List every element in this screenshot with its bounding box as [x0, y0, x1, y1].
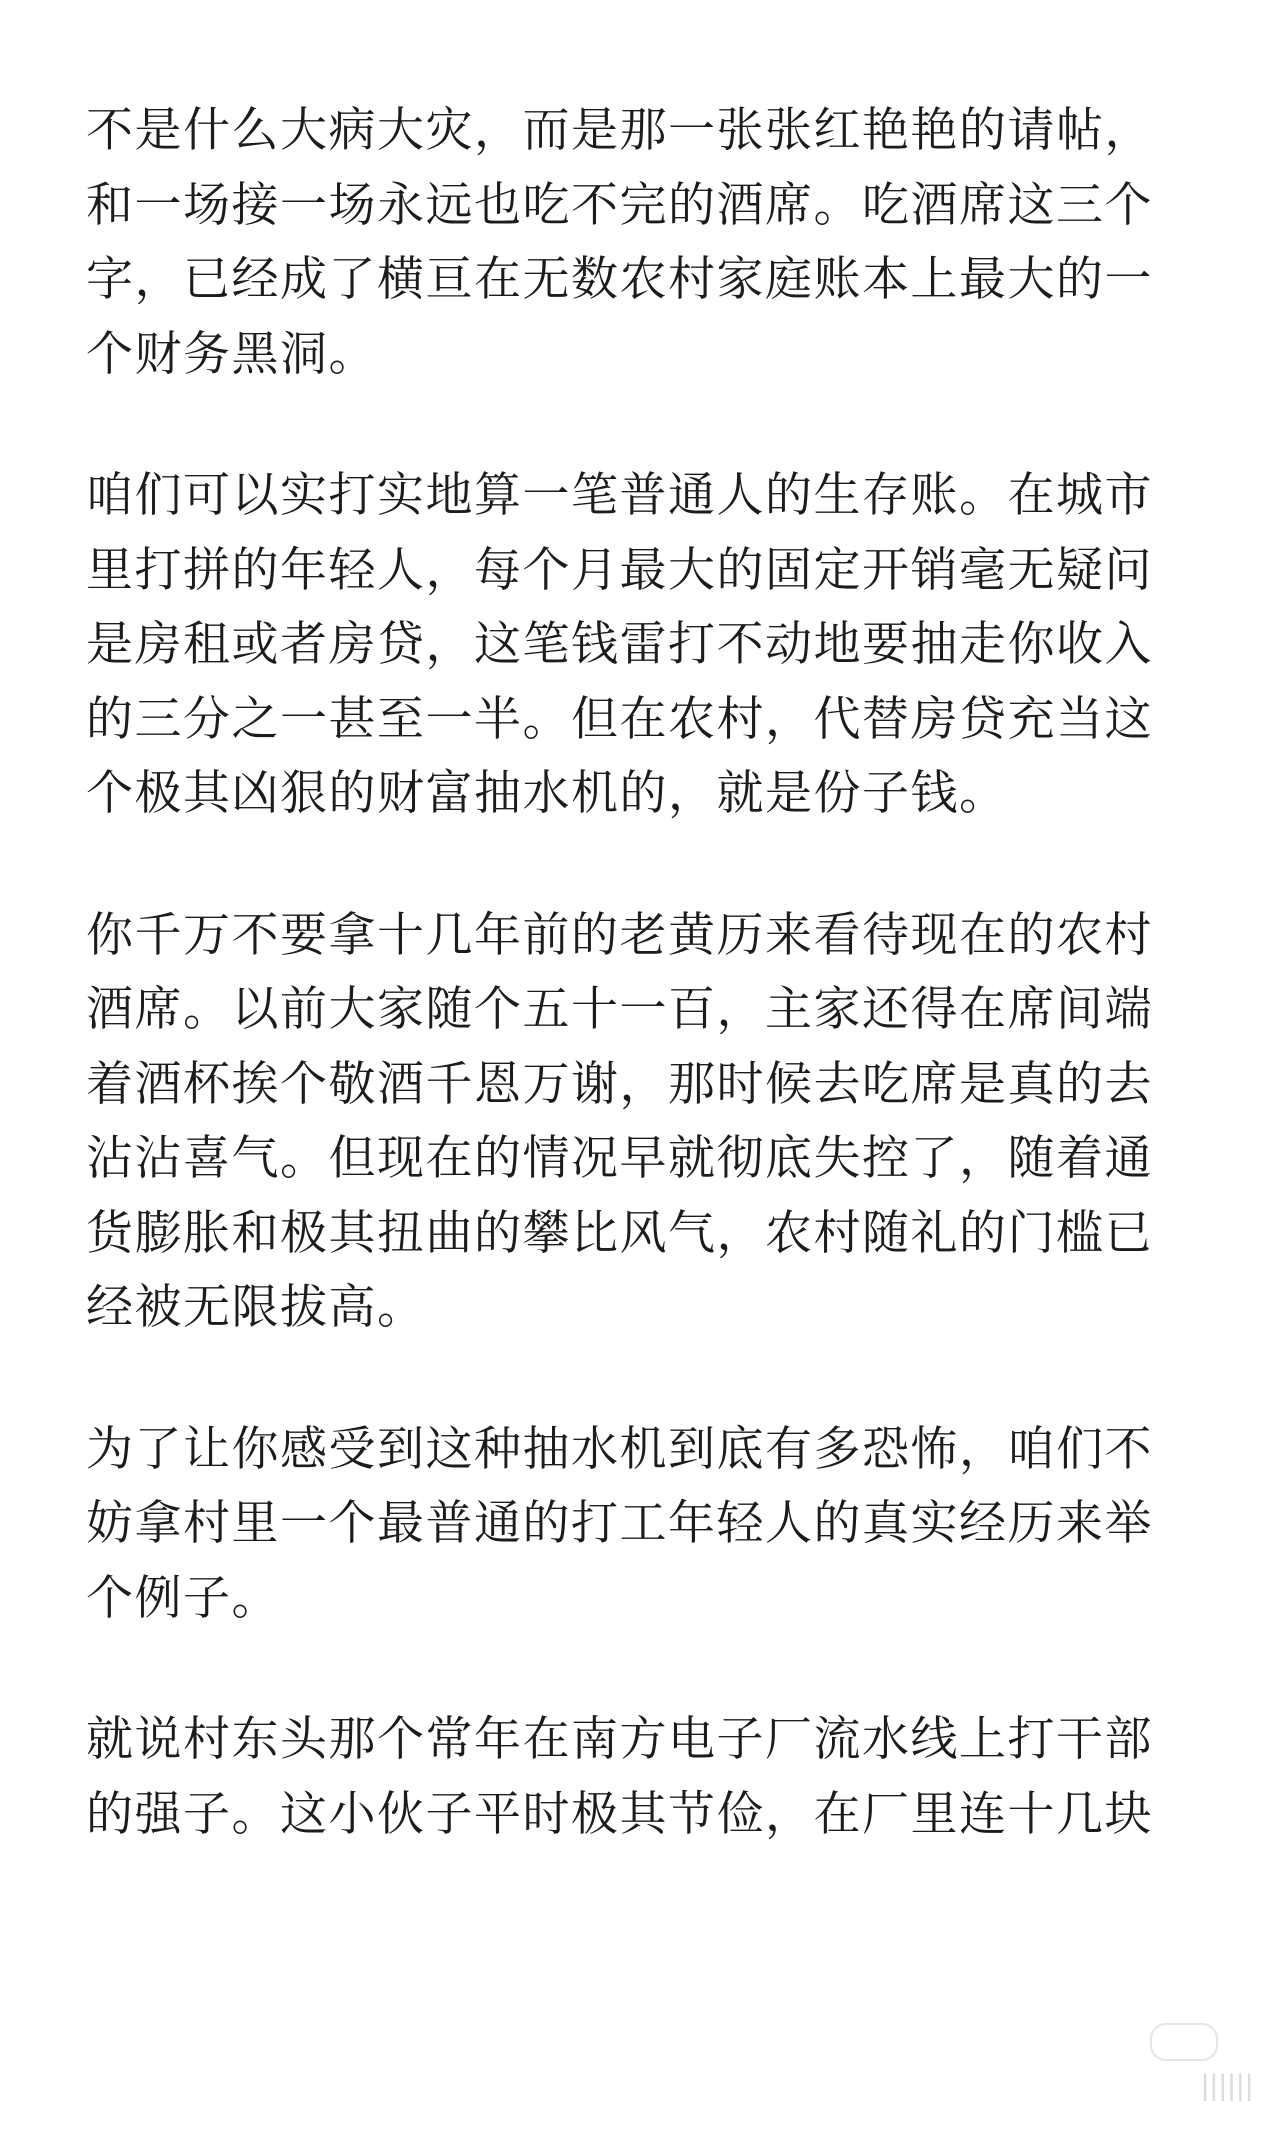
paragraph-5: 就说村东头那个常年在南方电子厂流水线上打干部 的强子。这小伙子平时极其节俭，在厂里连十几块 [86, 1712, 1153, 1842]
paragraph-3: 你千万不要拿十几年前的老黄历来看待现在的农村 酒席。以前大家随个五十一百，主家还得在席间端 着酒杯挨个敬酒千恩万谢，那时候去吃席是真的去 沾沾喜气。但现在的情况早就彻底失控了，随着通 货膨胀和极其扭曲的攀比风气，农村随礼的门槛已 经被无限拔高。 [86, 907, 1153, 1335]
paragraph-1: 不是什么大病大灾，而是那一张张红艳艳的请帖， 和一场接一场永远也吃不完的酒席。吃酒席这三个 字，已经成了横亘在无数农村家庭账本上最大的一 个财务黑洞。 [86, 103, 1153, 382]
watermark-text: |||||| [1201, 2069, 1254, 2102]
article-body [86, 94, 1206, 1852]
paragraph-2: 咱们可以实打实地算一笔普通人的生存账。在城市 里打拼的年轻人，每个月最大的固定开销毫无疑问 是房租或者房贷，这笔钱雷打不动地要抽走你收入 的三分之一甚至一半。但在农村，代替房贷充当这 个极其凶狠的财富抽水机的，就是份子钱。 [86, 468, 1153, 821]
watermark [1144, 2023, 1254, 2103]
watermark-logo-icon [1150, 2023, 1218, 2061]
paragraph-4: 为了让你感受到这种抽水机到底有多恐怖，咱们不 妨拿村里一个最普通的打工年轻人的真实经历来举 个例子。 [86, 1421, 1153, 1626]
